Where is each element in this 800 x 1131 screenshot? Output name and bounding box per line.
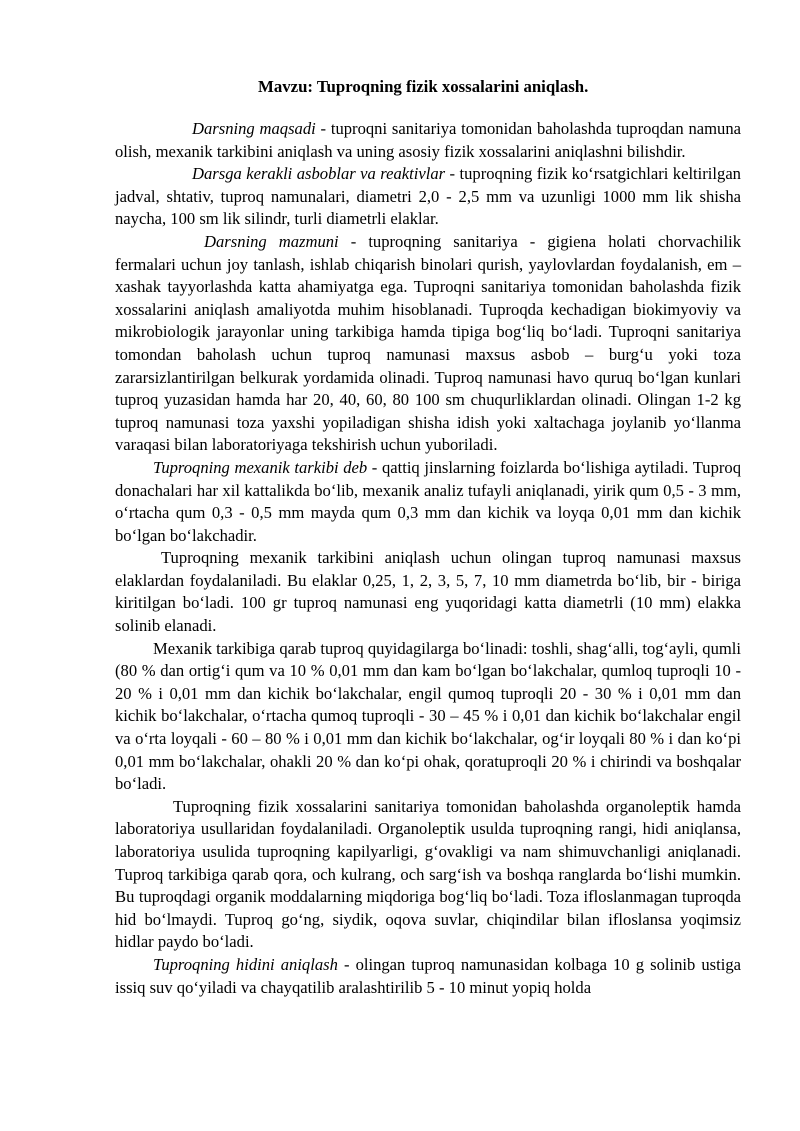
paragraph-text: Tuproqning fizik xossalarini sanitariya tomonidan baholashda organoleptik hamda laboratoriya usullaridan foydalaniladi. Organoleptik usulda tuproqning rangi, hidi aniqlansa, laboratoriya usulida tuproqning kapilyarligi, gʻovakligi va nam shimuvchanligi aniqlanadi. Tuproq tarkibiga qarab qora, och kulrang, och sargʻish va boshqa ranglarda boʻlishi mumkin. Bu tuproqdagi organik moddalarning miqdoriga bogʻliq boʻladi. Toza ifloslanmagan tuproqda hid boʻlmaydi. Tuproq goʻng, siydik, oqova suvlar, chiqindilar bilan ifloslansa yoqimsiz hidlar paydo boʻladi. [115, 796, 741, 952]
paragraph-lead: Darsning mazmuni [204, 231, 339, 251]
paragraph-text: - tuproqning sanitariya - gigiena holati chorvachilik fermalari uchun joy tanlash, ishlab chiqarish binolari qurish, yaylovlardan foydalanish, em – xashak tayyorlashda katta ahamiyatga ega. Tuproqni sanitariya tomonidan baholashda fizik xossalarini aniqlash amaliyotda muhim hisoblanadi. Tuproqda kechadigan biokimyoviy va mikrobiologik jarayonlar uning tarkibiga hamda tipiga bogʻliq boʻladi. Tuproqni sanitariya tomondan baholash uchun tuproq namunasi maxsus asbob – burgʻu yoki toza zararsizlantirilgan belkurak yordamida olinadi. Tuproq namunasi havo quruq boʻlgan kunlari tuproq yuzasidan hamda har 20, 40, 60, 80 100 sm chuqurliklardan olinadi. Olingan 1-2 kg tuproq namunasi toza yaxshi yopiladigan shisha idish yoki xaltachaga joylanib yoʻllanma varaqasi bilan laboratoriyaga tekshirish uchun yuboriladi. [115, 231, 741, 455]
paragraph-sieves [115, 547, 741, 637]
paragraph-text: - tuproqning fizik koʻrsatgichlari keltirilgan jadval, shtativ, tuproq namunalari, diametri 2,0 - 2,5 mm va uzunligi 1000 mm lik shisha naycha, 100 sm lik silindr, turli diametrli elaklar. [115, 164, 741, 229]
paragraph-content [115, 231, 741, 457]
page-title: Mavzu: Tuproqning fizik xossalarini aniqlash. [258, 77, 589, 96]
paragraph-lead: Darsning maqsadi [192, 119, 316, 138]
document-body [115, 118, 741, 999]
paragraph-soil-types [115, 638, 741, 796]
paragraph-physical-properties [115, 796, 741, 954]
paragraph-lead: Darsga kerakli asboblar va reaktivlar [192, 164, 446, 184]
paragraph-equipment [115, 163, 741, 231]
paragraph-lead: Tuproqning hidini aniqlash [153, 954, 338, 974]
paragraph-lead: Tuproqning mexanik tarkibi deb [153, 457, 368, 477]
paragraph-text: - tuproqni sanitariya tomonidan baholashda tuproqdan namuna olish, mexanik tarkibini aniqlash va uning asosiy fizik xossalarini aniqlashni bilishdir. [115, 119, 741, 161]
paragraph-mechanical-composition [115, 457, 741, 547]
paragraph-text: Mexanik tarkibiga qarab tuproq quyidagilarga boʻlinadi: toshli, shagʻalli, togʻayli, qumli (80 % dan ortigʻi qum va 10 % 0,01 mm dan kam boʻlgan boʻlakchalar, qumloq tuproqli 10 - 20 % i 0,01 mm dan kichik boʻlakchalar, engil qumoq tuproqli 20 - 30 % i 0,01 mm dan kichik boʻlakchalar, oʻrtacha qumoq tuproqli - 30 – 45 % i 0,01 dan kichik boʻlakchalar engil va oʻrta loyqali - 60 – 80 % i 0,01 mm dan kichik boʻlakchalar, ogʻir loyqali 80 % i dan koʻpi 0,01 mm boʻlakchalar, ohakli 20 % dan koʻpi ohak, qoratuproqli 20 % i chirindi va boshqalar boʻladi. [115, 638, 741, 794]
paragraph-text: - qattiq jinslarning foizlarda boʻlishiga aytiladi. Tuproq donachalari har xil kattalikda boʻlib, mexanik analiz tufayli aniqlanadi, yirik qum 0,5 - 3 mm, oʻrtacha qum 0,3 - 0,5 mm mayda qum 0,3 mm dan kichik va loyqa 0,01 mm dan kichik boʻlgan boʻlakchadir. [115, 457, 741, 545]
paragraph-purpose [115, 118, 741, 163]
paragraph-text: - olingan tuproq namunasidan kolbaga 10 g solinib ustiga issiq suv qoʻyiladi va chayqatilib aralashtirilib 5 - 10 minut yopiq holda [115, 954, 741, 997]
paragraph-odor-test [115, 954, 741, 999]
paragraph-text: Tuproqning mexanik tarkibini aniqlash uchun olingan tuproq namunasi maxsus elaklardan foydalaniladi. Bu elaklar 0,25, 1, 2, 3, 5, 7, 10 mm diametrda boʻlib, bir - biriga kiritilgan boʻladi. 100 gr tuproq namunasi eng yuqoridagi katta diametrli (10 mm) elakka solinib elanadi. [115, 548, 741, 636]
